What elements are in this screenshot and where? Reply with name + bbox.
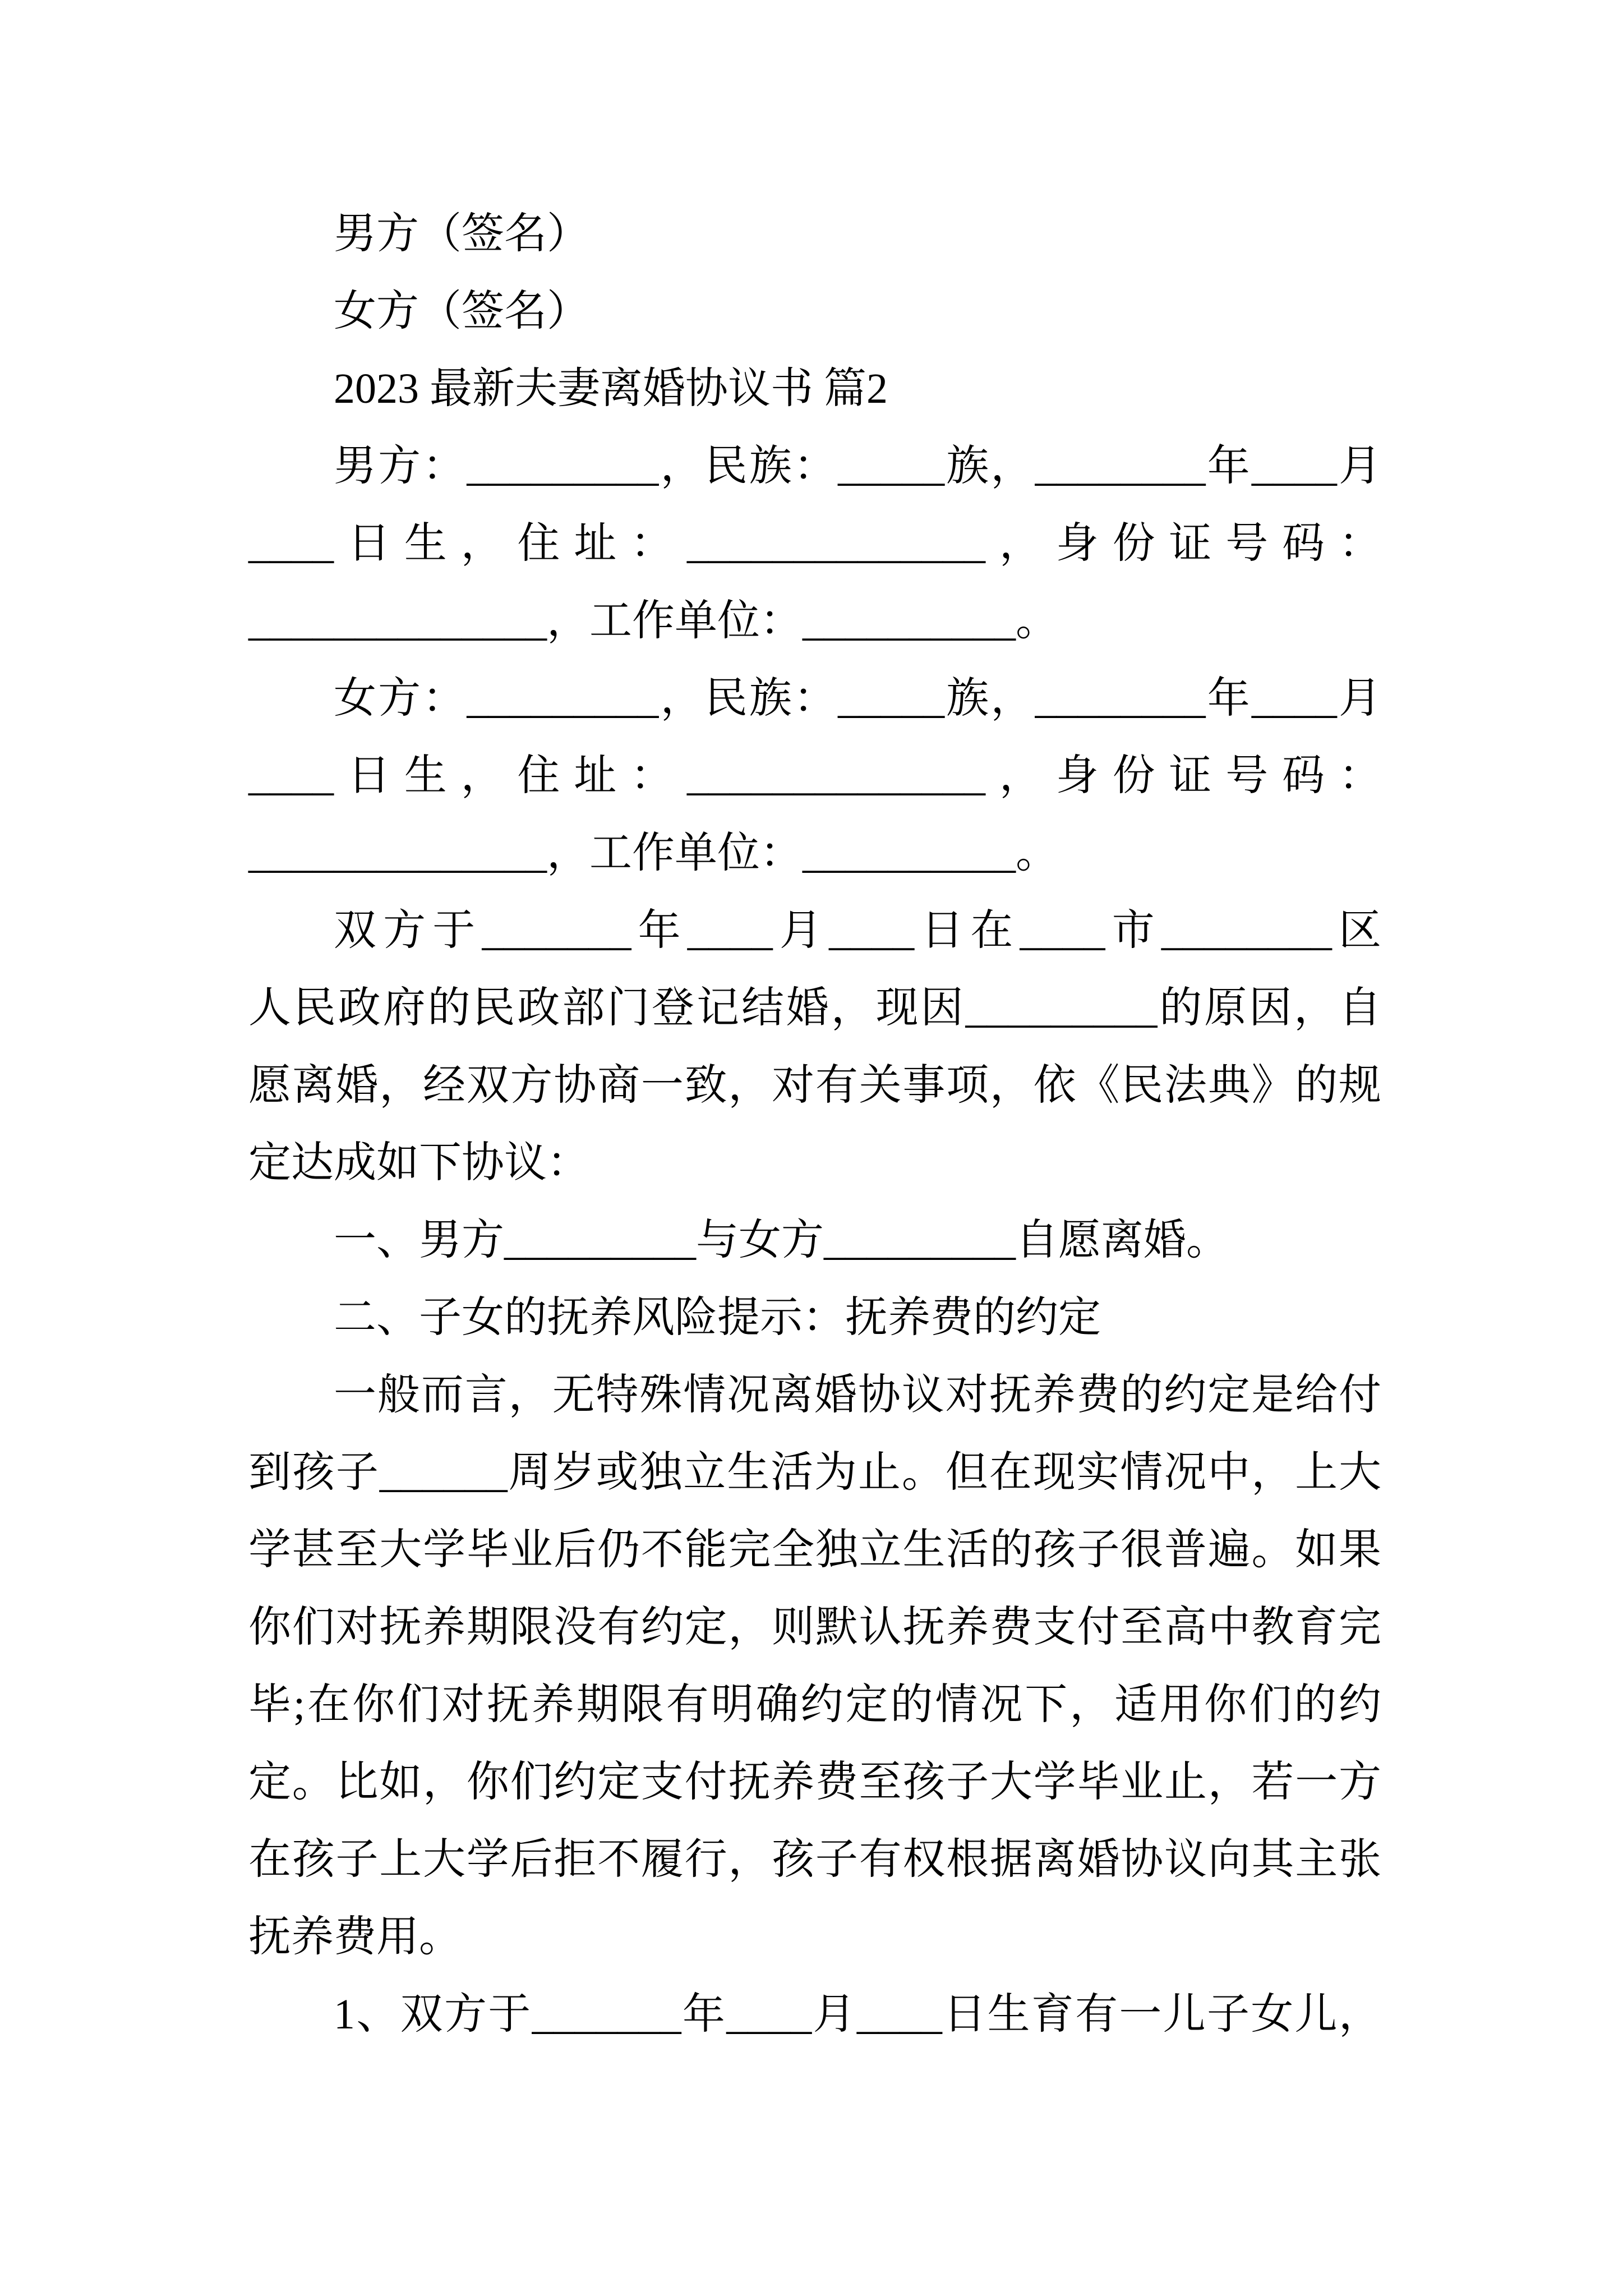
- text-line: 男方（签名）: [334, 210, 589, 257]
- text-line: 女方：_________，民族：_____族，________年____月: [334, 675, 1381, 722]
- text-line: 二、子女的抚养风险提示：抚养费的约定: [334, 1294, 1101, 1341]
- text-line: 抚养费用。: [248, 1913, 462, 1961]
- text-line: 定。比如，你们约定支付抚养费至孩子大学毕业止，若一方: [248, 1759, 1381, 1806]
- text-line: 定达成如下协议：: [248, 1139, 589, 1186]
- text-line: ______________，工作单位：__________。: [248, 830, 1058, 877]
- text-line: ____日生，住址：______________，身份证号码：: [248, 520, 1381, 567]
- text-line: 在孩子上大学后拒不履行，孩子有权根据离婚协议向其主张: [248, 1836, 1381, 1883]
- text-line: 一、男方_________与女方_________自愿离婚。: [334, 1217, 1229, 1264]
- text-line: 人民政府的民政部门登记结婚，现因_________的原因，自: [248, 984, 1381, 1032]
- text-line: 你们对抚养期限没有约定，则默认抚养费支付至高中教育完: [248, 1604, 1381, 1651]
- text-line: 2023 最新夫妻离婚协议书 篇2: [334, 365, 888, 412]
- text-line: 男方：_________，民族：_____族，________年____月: [334, 443, 1381, 490]
- text-line: 双方于_______年____月____日在____市________区: [334, 907, 1381, 954]
- text-line: 女方（签名）: [334, 288, 589, 335]
- text-line: ____日生，住址：______________，身份证号码：: [248, 752, 1381, 799]
- text-line: 到孩子______周岁或独立生活为止。但在现实情况中，上大: [248, 1449, 1381, 1496]
- text-line: ______________，工作单位：__________。: [248, 597, 1058, 645]
- document-body: [248, 195, 1381, 2053]
- text-line: 1、双方于_______年____月____日生育有一儿子女儿，: [334, 1991, 1381, 2038]
- text-line: 学甚至大学毕业后仍不能完全独立生活的孩子很普遍。如果: [248, 1526, 1381, 1573]
- text-line: 愿离婚，经双方协商一致，对有关事项，依《民法典》的规: [248, 1062, 1381, 1109]
- text-line: 毕;在你们对抚养期限有明确约定的情况下，适用你们的约: [248, 1681, 1381, 1728]
- text-line: 一般而言，无特殊情况离婚协议对抚养费的约定是给付: [334, 1372, 1381, 1419]
